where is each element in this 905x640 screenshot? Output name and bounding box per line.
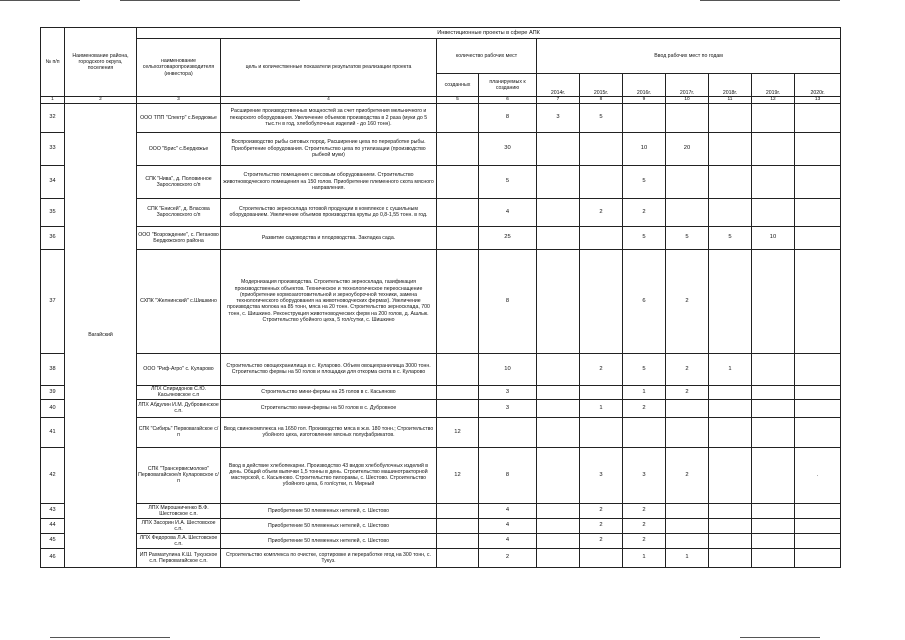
jobs-planned-cell: 8 <box>479 249 537 353</box>
project-goal-cell: Строительство комплекса по очистке, сортировке и переработке ягод на 300 тонн, с. Тукуз. <box>221 548 437 567</box>
project-goal-cell: Расширение производственных мощностей за счет приобретения мельничного и пекарского оборудования. Увеличение объемов производства в 2 раза (муки до 5 тыс.тн в год, хлебобулочных изделий - до 160 тонн). <box>221 103 437 132</box>
row-number: 46 <box>41 548 65 567</box>
year-jobs-cell: 3 <box>537 103 580 132</box>
project-goal-cell: Модернизация производства. Строительство зерносклада, газификация производственных объектов. Техническое и технологическое переоснащение (приобретение кормозаготовительной и зерноуборочной техники, замена технологического оборудования на животноводческих фермах). Увеличение производства молока на 85 тонн, мяса на 20 тонн. Строительство зерносклада, 700 тонн, с. Шишкино. Реконструкция животноводческих ферм на 200 голов, д. Ашлык. Строительство убойного цеха, 5 гол/сутки, с. Шишкино <box>221 249 437 353</box>
organization-cell: ИП Рахматулина К.Ш. Тукузское с.п. Первовагайское с.п. <box>137 548 221 567</box>
header-year: 2015г. <box>580 74 623 97</box>
organization-cell: ООО "Возрождение", с. Пеганово Бердюжского района <box>137 226 221 249</box>
year-jobs-cell <box>752 385 795 399</box>
row-number: 41 <box>41 417 65 447</box>
year-jobs-cell: 5 <box>709 226 752 249</box>
year-jobs-cell <box>709 103 752 132</box>
column-index-row <box>41 97 841 104</box>
table-row <box>41 249 841 353</box>
jobs-created-cell <box>437 132 479 165</box>
jobs-planned-cell: 2 <box>479 548 537 567</box>
year-jobs-cell <box>752 165 795 198</box>
jobs-created-cell <box>437 533 479 548</box>
jobs-planned-cell: 4 <box>479 503 537 518</box>
jobs-created-cell <box>437 103 479 132</box>
year-jobs-cell <box>795 165 841 198</box>
table-row <box>41 385 841 399</box>
column-index-cell: 3 <box>137 97 221 104</box>
organization-cell: ООО ТПП "Спектр" с.Бердюжье <box>137 103 221 132</box>
year-jobs-cell <box>580 226 623 249</box>
jobs-planned-cell: 8 <box>479 447 537 503</box>
year-jobs-cell <box>795 399 841 417</box>
table-row <box>41 353 841 385</box>
row-number: 45 <box>41 533 65 548</box>
row-number: 34 <box>41 165 65 198</box>
jobs-planned-cell: 10 <box>479 353 537 385</box>
table-body <box>41 103 841 567</box>
table-row <box>41 518 841 533</box>
column-index-cell: 6 <box>479 97 537 104</box>
table-row <box>41 447 841 503</box>
year-jobs-cell: 2 <box>623 399 666 417</box>
table-row <box>41 198 841 226</box>
year-jobs-cell <box>580 249 623 353</box>
year-jobs-cell: 3 <box>580 447 623 503</box>
jobs-created-cell <box>437 165 479 198</box>
year-jobs-cell <box>752 503 795 518</box>
table-row <box>41 399 841 417</box>
year-jobs-cell: 3 <box>623 447 666 503</box>
project-goal-cell: Строительство овощехранилища в с. Куларово. Объем овощехранилища 3000 тонн. Строительство фермы на 50 голов и площадки для откорма скота в с. Куларово <box>221 353 437 385</box>
row-number: 36 <box>41 226 65 249</box>
organization-cell: СПК "Трансервисмолоко" Первовагайское/п Куларовское с/п <box>137 447 221 503</box>
year-jobs-cell: . <box>795 447 841 503</box>
jobs-created-cell <box>437 226 479 249</box>
document-page <box>40 27 840 568</box>
year-jobs-cell <box>795 417 841 447</box>
table-row <box>41 533 841 548</box>
header-year: 2016г. <box>623 74 666 97</box>
year-jobs-cell <box>709 533 752 548</box>
year-jobs-cell <box>537 548 580 567</box>
year-jobs-cell: 1 <box>666 548 709 567</box>
year-jobs-cell <box>580 132 623 165</box>
year-jobs-cell: 2 <box>666 385 709 399</box>
year-jobs-cell: 2 <box>666 353 709 385</box>
row-number: 39 <box>41 385 65 399</box>
year-jobs-cell: 10 <box>623 132 666 165</box>
organization-cell: ООО "Риф-Агро" с. Куларово <box>137 353 221 385</box>
jobs-planned-cell <box>479 417 537 447</box>
year-jobs-cell: 2 <box>666 447 709 503</box>
column-index-cell: 7 <box>537 97 580 104</box>
year-jobs-cell: 2 <box>580 503 623 518</box>
year-jobs-cell <box>709 249 752 353</box>
jobs-created-cell <box>437 249 479 353</box>
jobs-planned-cell: 4 <box>479 533 537 548</box>
jobs-planned-cell: 8 <box>479 103 537 132</box>
year-jobs-cell: 2 <box>580 353 623 385</box>
project-goal-cell: Развитие садоводства и плодоводства. Закладка сада. <box>221 226 437 249</box>
year-jobs-cell <box>580 385 623 399</box>
top-edge-mark <box>700 0 840 1</box>
year-jobs-cell <box>795 385 841 399</box>
header-goal: цель и количественные показатели результатов реализации проекта <box>221 39 437 97</box>
organization-cell: ЛПХ Федорова Л.А. Шестовское с.п. <box>137 533 221 548</box>
project-goal-cell: Строительство помещения с весовым оборудованием. Строительство животноводческого помещения на 150 голов. Приобретение племенного скота мясного направления. <box>221 165 437 198</box>
year-jobs-cell <box>795 226 841 249</box>
year-jobs-cell: 10 <box>752 226 795 249</box>
jobs-planned-cell: 3 <box>479 399 537 417</box>
table-row <box>41 417 841 447</box>
year-jobs-cell <box>709 132 752 165</box>
year-jobs-cell <box>666 165 709 198</box>
year-jobs-cell: 20 <box>666 132 709 165</box>
jobs-created-cell <box>437 353 479 385</box>
year-jobs-cell: 2 <box>580 533 623 548</box>
header-jobs: количество рабочих мест <box>437 39 537 74</box>
jobs-planned-cell: 4 <box>479 518 537 533</box>
project-goal-cell: Строительство зерносклада готовой продукции в комплексе с сушильным оборудованием. Увеличение объемов производства крупы до 0,8-1,55 тонн. в год. <box>221 198 437 226</box>
year-jobs-cell <box>537 353 580 385</box>
year-jobs-cell <box>752 417 795 447</box>
year-jobs-cell <box>580 417 623 447</box>
year-jobs-cell: 2 <box>580 518 623 533</box>
table-row <box>41 165 841 198</box>
row-number: 33 <box>41 132 65 165</box>
year-jobs-cell: 1 <box>623 385 666 399</box>
year-jobs-cell: 5 <box>666 226 709 249</box>
bottom-edge-mark <box>740 637 820 638</box>
year-jobs-cell <box>752 353 795 385</box>
year-jobs-cell <box>752 533 795 548</box>
row-number: 42 <box>41 447 65 503</box>
year-jobs-cell <box>537 417 580 447</box>
header-years-group: Ввод рабочих мест по годам <box>537 39 841 74</box>
project-goal-cell: Приобретение 50 племенных нетелей, с. Шестово <box>221 518 437 533</box>
header-jobs-created: созданных <box>437 74 479 97</box>
row-number: 44 <box>41 518 65 533</box>
project-goal-cell: Приобретение 50 племенных нетелей, с. Шестово <box>221 503 437 518</box>
column-index-cell: 5 <box>437 97 479 104</box>
jobs-planned-cell: 5 <box>479 165 537 198</box>
column-index-cell: 12 <box>752 97 795 104</box>
year-jobs-cell: 2 <box>623 533 666 548</box>
row-number: 43 <box>41 503 65 518</box>
year-jobs-cell: 2 <box>623 503 666 518</box>
year-jobs-cell <box>795 249 841 353</box>
year-jobs-cell: 5 <box>623 226 666 249</box>
year-jobs-cell <box>709 399 752 417</box>
year-jobs-cell <box>752 548 795 567</box>
district-cell: Вагайский <box>65 103 137 567</box>
year-jobs-cell <box>666 399 709 417</box>
year-jobs-cell: 2 <box>623 198 666 226</box>
project-goal-cell: Воспроизводство рыбы сиговых пород. Расширение цеха по переработке рыбы. Приобретение оборудования. Строительство цеха по утилизации (производство рыбной муки) <box>221 132 437 165</box>
year-jobs-cell <box>709 417 752 447</box>
table-row <box>41 103 841 132</box>
organization-cell: ЛПХ Абдулин И.М. Дубровинское с.п. <box>137 399 221 417</box>
year-jobs-cell <box>537 385 580 399</box>
table-row <box>41 132 841 165</box>
column-index-cell: 8 <box>580 97 623 104</box>
year-jobs-cell <box>709 503 752 518</box>
year-jobs-cell: 2 <box>666 249 709 353</box>
year-jobs-cell <box>666 417 709 447</box>
year-jobs-cell <box>666 533 709 548</box>
year-jobs-cell: 2 <box>580 198 623 226</box>
year-jobs-cell <box>795 198 841 226</box>
organization-cell: ООО "Брис" с.Бердюжье <box>137 132 221 165</box>
organization-cell: СПК "Сибирь" Первовагайское с/п <box>137 417 221 447</box>
year-jobs-cell <box>537 132 580 165</box>
year-jobs-cell: 1 <box>623 548 666 567</box>
year-jobs-cell: 5 <box>623 353 666 385</box>
year-jobs-cell: 1 <box>709 353 752 385</box>
jobs-planned-cell: 4 <box>479 198 537 226</box>
year-jobs-cell <box>666 503 709 518</box>
year-jobs-cell <box>666 518 709 533</box>
year-jobs-cell <box>709 385 752 399</box>
table-row <box>41 548 841 567</box>
column-index-cell: 9 <box>623 97 666 104</box>
jobs-created-cell: 12 <box>437 447 479 503</box>
year-jobs-cell: 5 <box>580 103 623 132</box>
year-jobs-cell <box>537 249 580 353</box>
project-goal-cell: Приобретение 50 племенных нетелей, с. Шестово <box>221 533 437 548</box>
year-jobs-cell: 5 <box>623 165 666 198</box>
year-jobs-cell <box>752 447 795 503</box>
project-goal-cell: Строительство мини-фермы на 25 голов в с. Касьяново <box>221 385 437 399</box>
column-index-cell: 11 <box>709 97 752 104</box>
column-index-cell: 10 <box>666 97 709 104</box>
project-goal-cell: Строительство мини-фермы на 50 голов в с. Дубровное <box>221 399 437 417</box>
year-jobs-cell <box>795 132 841 165</box>
year-jobs-cell <box>537 447 580 503</box>
top-edge-mark <box>120 0 300 1</box>
row-number: 37 <box>41 249 65 353</box>
header-year: 2014г. <box>537 74 580 97</box>
jobs-created-cell: 12 <box>437 417 479 447</box>
header-num: № п/п <box>41 28 65 97</box>
organization-cell: ЛПХ Засорин И.А. Шестовское с.п. <box>137 518 221 533</box>
column-index-cell: 1 <box>41 97 65 104</box>
project-goal-cell: Ввод в действие хлебопекарни. Производство 43 видов хлебобулочных изделий в день. Общий объем выпечки 1,5 тонны в день. Строительство машинотракторной мастерской, с. Касьяново. Строительство пилорамы, с. Шестово. Строительство убойного цеха, 6 гол/сутки, п. Мирный <box>221 447 437 503</box>
year-jobs-cell: 2 <box>623 518 666 533</box>
year-jobs-cell <box>666 198 709 226</box>
organization-cell: СПК "Нива", д. Половинное Зарословского с/п <box>137 165 221 198</box>
year-jobs-cell <box>580 165 623 198</box>
year-jobs-cell <box>537 165 580 198</box>
jobs-planned-cell: 25 <box>479 226 537 249</box>
year-jobs-cell <box>795 353 841 385</box>
year-jobs-cell <box>709 447 752 503</box>
header-year: 2018г. <box>709 74 752 97</box>
organization-cell: ЛПХ Мирошниченко В.Ф. Шестовское с.п. <box>137 503 221 518</box>
year-jobs-cell <box>709 165 752 198</box>
table-row <box>41 226 841 249</box>
year-jobs-cell <box>752 132 795 165</box>
column-index-cell: 13 <box>795 97 841 104</box>
organization-cell: СПК "Енисей", д. Власова Зарословского с/п <box>137 198 221 226</box>
year-jobs-cell <box>752 518 795 533</box>
row-number: 32 <box>41 103 65 132</box>
jobs-created-cell <box>437 518 479 533</box>
year-jobs-cell <box>537 533 580 548</box>
year-jobs-cell <box>623 417 666 447</box>
year-jobs-cell <box>666 103 709 132</box>
year-jobs-cell <box>537 518 580 533</box>
top-edge-mark <box>0 0 80 1</box>
year-jobs-cell <box>752 249 795 353</box>
row-number: 40 <box>41 399 65 417</box>
year-jobs-cell <box>752 103 795 132</box>
table-title: Инвестиционные проекты в сфере АПК <box>137 28 841 39</box>
year-jobs-cell <box>537 226 580 249</box>
jobs-planned-cell: 3 <box>479 385 537 399</box>
organization-cell: СХПК "Желнинский" с.Шишкино <box>137 249 221 353</box>
column-index-cell: 4 <box>221 97 437 104</box>
year-jobs-cell <box>795 503 841 518</box>
year-jobs-cell <box>709 548 752 567</box>
table-row <box>41 503 841 518</box>
header-year: 2017г. <box>666 74 709 97</box>
year-jobs-cell: 6 <box>623 249 666 353</box>
year-jobs-cell <box>709 198 752 226</box>
year-jobs-cell <box>623 103 666 132</box>
year-jobs-cell <box>795 103 841 132</box>
jobs-created-cell <box>437 399 479 417</box>
year-jobs-cell <box>795 518 841 533</box>
year-jobs-cell: 1 <box>580 399 623 417</box>
header-jobs-planned: планируемых к созданию <box>479 74 537 97</box>
year-jobs-cell <box>795 548 841 567</box>
jobs-created-cell <box>437 198 479 226</box>
year-jobs-cell <box>752 399 795 417</box>
jobs-planned-cell: 30 <box>479 132 537 165</box>
organization-cell: ЛПХ Спиридонов С.Ю. Касьяновское с.п <box>137 385 221 399</box>
year-jobs-cell <box>537 198 580 226</box>
year-jobs-cell <box>537 399 580 417</box>
header-district: Наименование района, городского округа, поселения <box>65 28 137 97</box>
investment-projects-table <box>40 27 841 568</box>
header-org: наименование сельхозтоваропроизводителя (инвестора) <box>137 39 221 97</box>
jobs-created-cell <box>437 385 479 399</box>
row-number: 38 <box>41 353 65 385</box>
year-jobs-cell <box>752 198 795 226</box>
header-year: 2019г. <box>752 74 795 97</box>
jobs-created-cell <box>437 548 479 567</box>
year-jobs-cell <box>795 533 841 548</box>
jobs-created-cell <box>437 503 479 518</box>
header-year: 2020г. <box>795 74 841 97</box>
column-index-cell: 2 <box>65 97 137 104</box>
year-jobs-cell <box>709 518 752 533</box>
year-jobs-cell <box>580 548 623 567</box>
year-jobs-cell <box>537 503 580 518</box>
project-goal-cell: Ввод свинокомплекса на 1650 гол. Производство мяса в ж.в. 180 тонн.; Строительство убойного цеха, изготовление мясных полуфабрикатов. <box>221 417 437 447</box>
bottom-edge-mark <box>50 637 170 638</box>
row-number: 35 <box>41 198 65 226</box>
